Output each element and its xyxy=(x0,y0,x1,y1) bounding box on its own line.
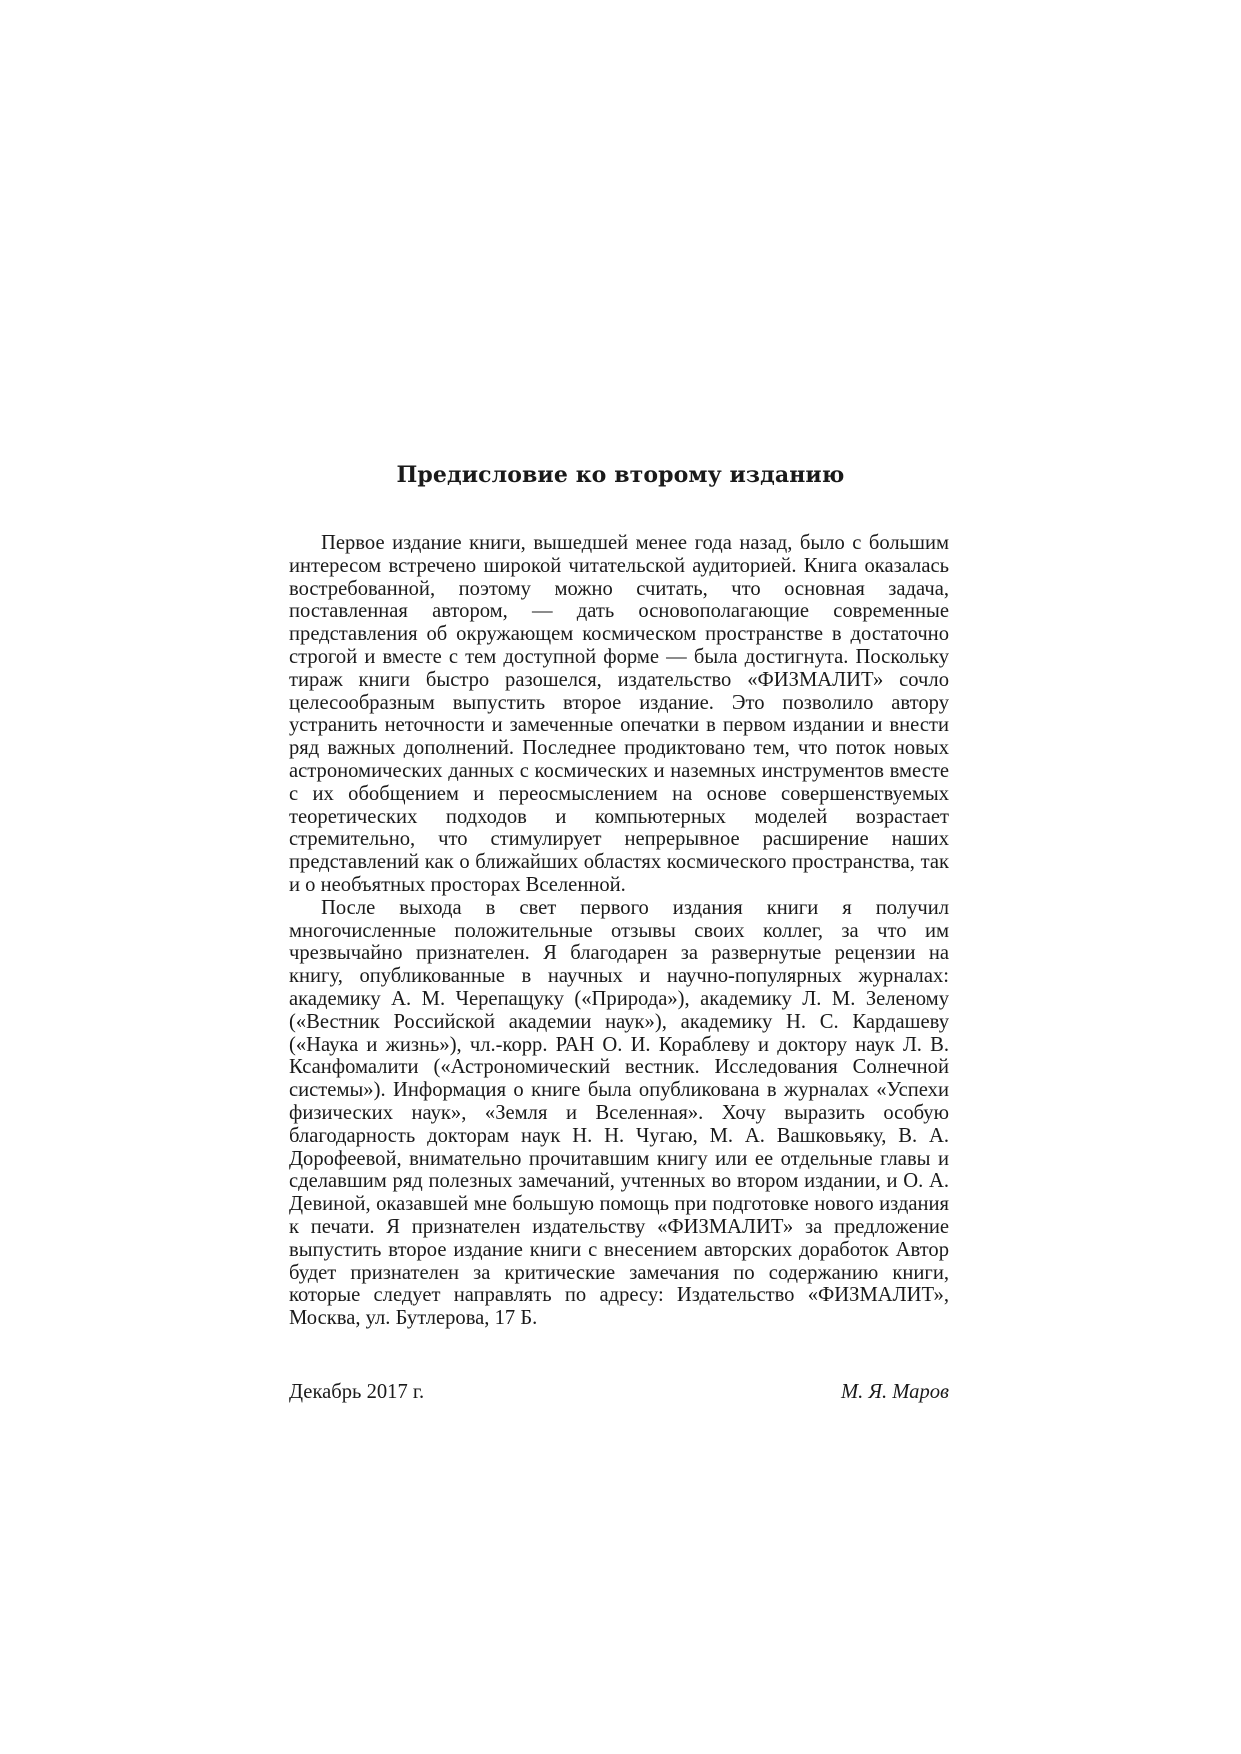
author-signature: М. Я. Маров xyxy=(841,1381,949,1403)
preface-body xyxy=(289,532,949,1330)
page-title: Предисловие ко второму изданию xyxy=(396,462,845,488)
date: Декабрь 2017 г. xyxy=(289,1381,425,1403)
paragraph: Первое издание книги, вышедшей менее года назад, было с большим интересом встречено широкой читательской аудиторией. Книга оказалась востребованной, поэтому можно считать, что основная задача, поставленная автором, — дать основополагающие современные представления об окружающем космическом пространстве в достаточно строгой и вместе с тем доступной форме — была достигнута. Поскольку тираж книги быстро разошелся, издательство «ФИЗМАЛИТ» сочло целесообразным выпустить второе издание. Это позволило автору устранить неточности и замеченные опечатки в первом издании и внести ряд важных дополнений. Последнее продиктовано тем, что поток новых астрономических данных с космических и наземных инструментов вместе с их обобщением и переосмыслением на основе совершенствуемых теоретических подходов и компьютерных моделей возрастает стремительно, что стимулирует непрерывное расширение наших представлений как о ближайших областях космического пространства, так и о необъятных просторах Вселенной. xyxy=(289,532,949,896)
paragraph: После выхода в свет первого издания книги я получил многочисленные положительные отзывы своих коллег, за что им чрезвычайно признателен. Я благодарен за развернутые рецензии на книгу, опубликованные в научных и научно-популярных журналах: академику А. М. Черепащуку («Природа»), академику Л. М. Зеленому («Вестник Российской академии наук»), академику Н. С. Кардашеву («Наука и жизнь»), чл.-корр. РАН О. И. Кораблеву и доктору наук Л. В. Ксанфомалити («Астрономический вестник. Исследования Солнечной системы»). Информация о книге была опубликована в журналах «Успехи физических наук», «Земля и Вселенная». Хочу выразить особую благодарность докторам наук Н. Н. Чугаю, М. А. Вашковьяку, В. А. Дорофеевой, внимательно прочитавшим книгу или ее отдельные главы и сделавшим ряд полезных замечаний, учтенных во втором издании, и О. А. Девиной, оказавшей мне большую помощь при подготовке нового издания к печати. Я признателен издательству «ФИЗМАЛИТ» за предложение выпустить второе издание книги с внесением авторских доработок Автор будет признателен за критические замечания по содержанию книги, которые следует направлять по адресу: Издательство «ФИЗМАЛИТ», Москва, ул. Бутлерова, 17 Б. xyxy=(289,896,949,1330)
